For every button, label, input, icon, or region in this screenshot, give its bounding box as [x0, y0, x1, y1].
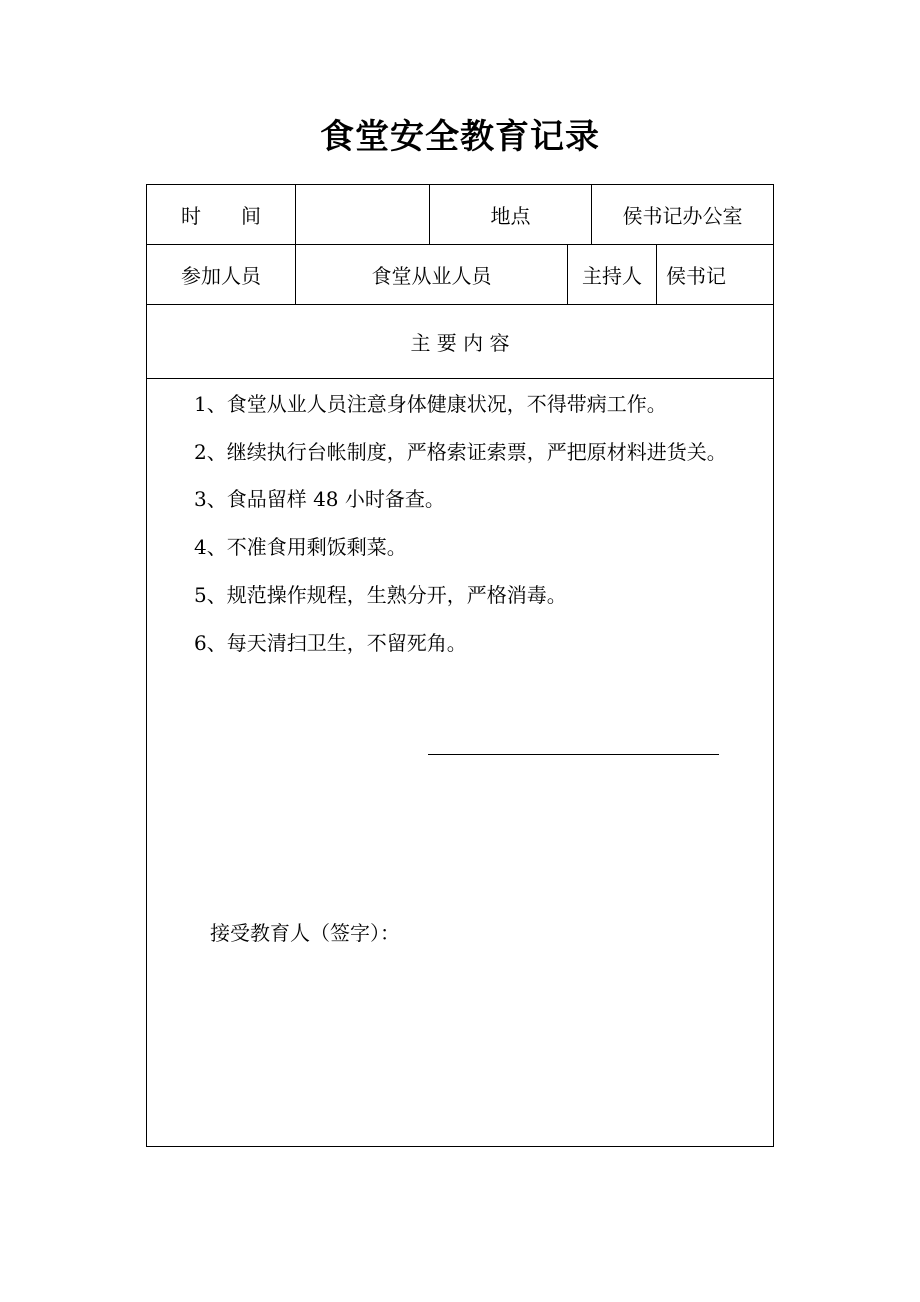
content-item: 5、规范操作规程，生熟分开，严格消毒。 [194, 583, 567, 607]
signature-label: 接受教育人（签字）： [210, 921, 400, 945]
place-label: 地点 [430, 185, 592, 244]
content-heading-row [147, 305, 773, 379]
place-value: 侯书记办公室 [622, 204, 743, 228]
host-value: 侯书记 [666, 264, 726, 288]
content-item: 1、食堂从业人员注意身体健康状况，不得带病工作。 [194, 392, 667, 416]
content-item: 6、每天清扫卫生，不留死角。 [194, 631, 467, 655]
host-label: 主持人 [568, 245, 657, 304]
signature-line[interactable] [428, 754, 719, 755]
participants-label: 参加人员 [147, 245, 296, 304]
document-title: 食堂安全教育记录 [320, 117, 600, 157]
time-label: 时 间 [147, 185, 296, 244]
header-row-time-place [147, 185, 773, 245]
content-item: 3、食品留样 48 小时备查。 [194, 487, 445, 511]
content-item: 4、不准食用剩饭剩菜。 [194, 535, 407, 559]
education-record-form [146, 184, 774, 1147]
time-value [296, 185, 430, 244]
content-area [147, 379, 773, 1146]
participants-value: 食堂从业人员 [296, 245, 568, 304]
content-heading: 主 要 内 容 [410, 331, 510, 355]
content-item: 2、继续执行台帐制度，严格索证索票，严把原材料进货关。 [194, 440, 727, 464]
header-row-participants-host [147, 245, 773, 305]
